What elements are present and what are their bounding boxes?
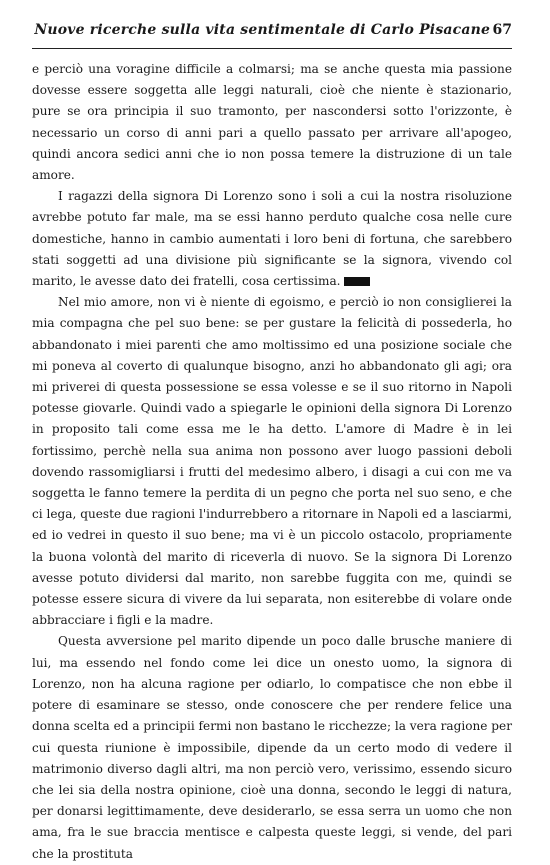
paragraph-1: e perciò una voragine difficile a colmarsi; ma se anche questa mia passione dovesse essere soggetta alle leggi naturali, cioè che niente è stazionario, pure se ora principia il suo tramonto, per nascondersi sotto l'orizzonte, è necessario un corso di anni pari a quello passato per arrivare all'apogeo, quindi ancora sedici anni che io non possa temere la distruzione di un tale amore. xyxy=(32,62,512,183)
paragraph-2-text: I ragazzi della signora Di Lorenzo sono i soli a cui la nostra risoluzione avrebbe potuto far male, ma se essi hanno perduto qualche cosa nelle cure domestiche, hanno in cambio aumentati i loro beni di fortuna, che sarebbero stati soggetti ad una divisione più significante se la signora, vivendo col marito, le avesse dato dei fratelli, cosa certissima. xyxy=(32,189,512,289)
paragraph-4: Questa avversione pel marito dipende un poco dalle brusche maniere di lui, ma essendo nel fondo come lei dice un onesto uomo, la signora di Lorenzo, non ha alcuna ragione per odiarlo, lo compatisce che non ebbe il potere di esaminare se stesso, onde conoscere che per rendere felice una donna scelta ed a principii fermi non bastano le ricchezze; la vera ragione per cui questa riunione è impossibile, dipende da un certo modo di vedere il matrimonio diverso dagli altri, ma non perciò vero, verissimo, essendo sicuro che lei sia della nostra opinione, cioè una donna, secondo le leggi di natura, per donarsi legittimamente, deve desiderarlo, se essa serra un uomo che non ama, fra le sue braccia mentisce e calpesta queste leggi, si vende, del pari che la prostituta xyxy=(32,634,512,861)
ink-blot xyxy=(344,277,370,286)
page-number: 67 xyxy=(492,22,512,38)
running-title: Nuove ricerche sulla vita sentimentale di Carlo Pisacane xyxy=(34,22,491,38)
body-text xyxy=(32,59,512,865)
paragraph-2 xyxy=(32,186,512,292)
header-rule xyxy=(32,48,512,49)
page-header xyxy=(32,22,512,44)
paragraph-3: Nel mio amore, non vi è niente di egoismo, e perciò io non consiglierei la mia compagna che pel suo bene: se per gustare la felicità di possederla, ho abbandonato i miei parenti che amo moltissimo ed una posizione sociale che mi poneva al coverto di qualunque bisogno, anzi ho abbandonato gli agi; ora mi priverei di questa possessione se essa volesse e se il suo ritorno in Napoli potesse giovarle. Quindi vado a spiegarle le opinioni della signora Di Lorenzo in proposito tali come essa me le ha detto. L'amore di Madre è in lei fortissimo, perchè nella sua anima non possono aver luogo passioni deboli dovendo rassomigliarsi i frutti del medesimo albero, i disagi a cui con me va soggetta le fanno temere la perdita di un pegno che porta nel suo seno, e che ci lega, queste due ragioni l'indurrebbero a ritornare in Napoli ed a lasciarmi, ed io vedrei in questo il suo bene; ma vi è un piccolo ostacolo, propriamente la buona volontà del marito di riceverla di nuovo. Se la signora Di Lorenzo avesse potuto dividersi dal marito, non sarebbe fuggita con me, quindi se potesse essere sicura di vivere da lui separata, non esiterebbe di volare onde abbracciare i figli e la madre. xyxy=(32,295,512,628)
